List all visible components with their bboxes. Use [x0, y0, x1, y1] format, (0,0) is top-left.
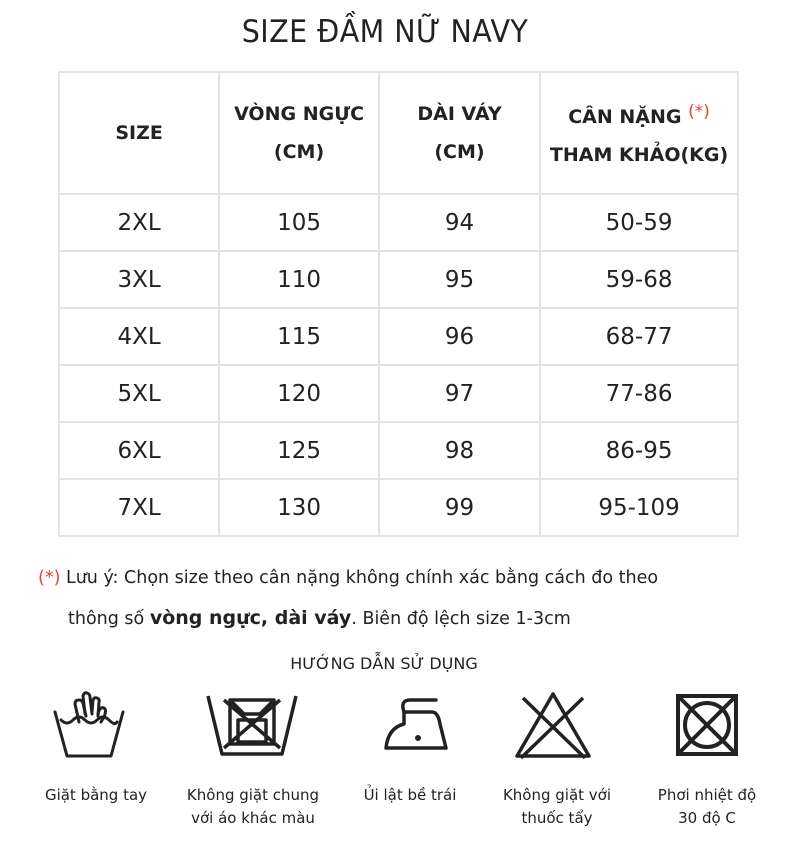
cell-weight: 95-109 — [540, 479, 738, 536]
asterisk-mark: (*) — [688, 101, 710, 122]
cell-chest: 120 — [219, 365, 379, 422]
table-row — [59, 479, 738, 536]
cell-length: 98 — [379, 422, 540, 479]
cell-chest: 110 — [219, 251, 379, 308]
cell-chest: 125 — [219, 422, 379, 479]
care-caption-no-bleach: Không giặt với thuốc tẩy — [502, 786, 612, 827]
care-caption-hand-wash: Giặt bằng tay — [44, 786, 148, 804]
care-caption-dry: Phơi nhiệt độ 30 độ C — [657, 786, 757, 827]
cell-length: 97 — [379, 365, 540, 422]
header-length: DÀI VÁY (CM) — [379, 72, 540, 194]
cell-chest: 105 — [219, 194, 379, 251]
page-title: SIZE ĐẦM NỮ NAVY — [241, 14, 529, 50]
cell-weight: 68-77 — [540, 308, 738, 365]
care-caption-no-mix-wash: Không giặt chung với áo khác màu — [186, 786, 320, 827]
care-caption-iron: Ủi lật bề trái — [363, 786, 457, 804]
table-row — [59, 422, 738, 479]
size-note-continued: thông số vòng ngực, dài váy. Biên độ lệch size 1-3cm — [68, 607, 571, 629]
header-weight: CÂN NẶNG (*) THAM KHẢO(KG) — [540, 72, 738, 194]
table-row — [59, 251, 738, 308]
asterisk-mark: (*) — [38, 568, 61, 588]
iron-icon — [380, 690, 460, 760]
cell-chest: 115 — [219, 308, 379, 365]
table-row — [59, 308, 738, 365]
care-guide-title: HƯỚNG DẪN SỬ DỤNG — [290, 654, 478, 673]
size-table — [58, 71, 739, 537]
cell-size: 5XL — [59, 365, 219, 422]
hand-wash-icon — [49, 690, 129, 760]
cell-length: 95 — [379, 251, 540, 308]
size-note — [38, 566, 658, 590]
cell-size: 7XL — [59, 479, 219, 536]
note-emphasis: vòng ngực, dài váy — [149, 607, 352, 629]
cell-weight: 86-95 — [540, 422, 738, 479]
header-size: SIZE — [59, 72, 219, 194]
cell-length: 94 — [379, 194, 540, 251]
table-row — [59, 194, 738, 251]
table-header-row — [59, 72, 738, 194]
cell-length: 99 — [379, 479, 540, 536]
cell-size: 2XL — [59, 194, 219, 251]
cell-chest: 130 — [219, 479, 379, 536]
no-wash-with-colors-icon — [202, 690, 282, 760]
cell-size: 6XL — [59, 422, 219, 479]
cell-size: 3XL — [59, 251, 219, 308]
no-bleach-icon — [513, 690, 593, 760]
note-line-1: Lưu ý: Chọn size theo cân nặng không chính xác bằng cách đo theo — [60, 568, 659, 588]
tumble-dry-icon — [670, 690, 750, 760]
table-row — [59, 365, 738, 422]
header-chest: VÒNG NGỰC (CM) — [219, 72, 379, 194]
cell-length: 96 — [379, 308, 540, 365]
cell-weight: 77-86 — [540, 365, 738, 422]
cell-weight: 50-59 — [540, 194, 738, 251]
cell-weight: 59-68 — [540, 251, 738, 308]
cell-size: 4XL — [59, 308, 219, 365]
